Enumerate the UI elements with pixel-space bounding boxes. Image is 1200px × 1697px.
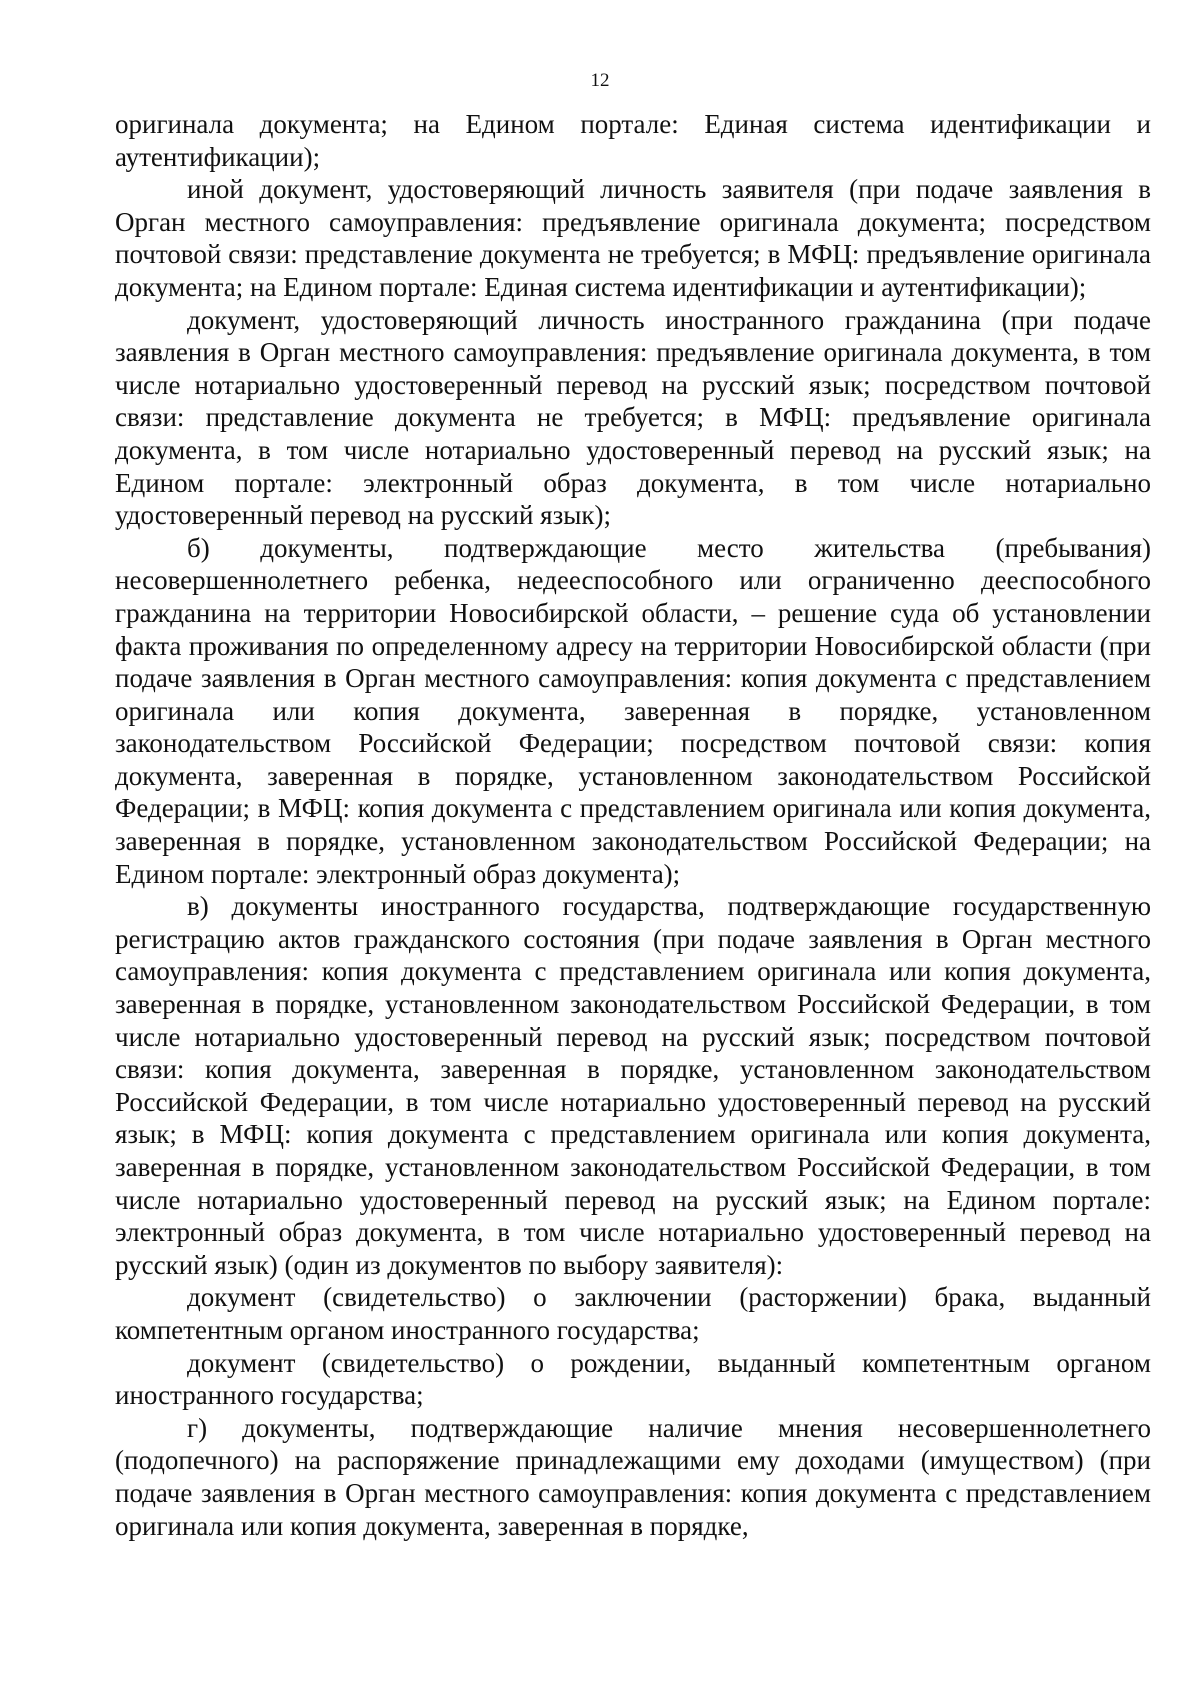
paragraph-birth-certificate: документ (свидетельство) о рождении, выданный компетентным органом иностранного государства; xyxy=(115,1347,1151,1411)
paragraph-marriage-certificate: документ (свидетельство) о заключении (расторжении) брака, выданный компетентным органом иностранного государства; xyxy=(115,1282,1151,1345)
paragraph-item-b-residence-documents: б) документы, подтверждающие место жительства (пребывания) несовершеннолетнего ребенка, недееспособного или ограниченно дееспособного гражданина на территории Новосибирской области, – решение суда об установлении факта проживания по определенному адресу на территории Новосибирской области (при подаче заявления в Орган местного самоуправления: копия документа с представлением оригинала или копия документа, заверенная в порядке, установленном законодательством Российской Федерации; посредством почтовой связи: копия документа, заверенная в порядке, установленном законодательством Российской Федерации; в МФЦ: копия документа с представлением оригинала или копия документа, заверенная в порядке, установленном законодательством Российской Федерации; на Едином портале: электронный образ документа); xyxy=(115,532,1151,889)
page-number: 12 xyxy=(590,70,610,91)
paragraph-continuation: оригинала документа; на Едином портале: Единая система идентификации и аутентификации); xyxy=(115,109,1151,172)
paragraph-item-v-foreign-civil-status-documents: в) документы иностранного государства, подтверждающие государственную регистрацию актов гражданского состояния (при подаче заявления в Орган местного самоуправления: копия документа с представлением оригинала или копия документа, заверенная в порядке, установленном законодательством Российской Федерации, в том числе нотариально удостоверенный перевод на русский язык; посредством почтовой связи: копия документа, заверенная в порядке, установленном законодательством Российской Федерации, в том числе нотариально удостоверенный перевод на русский язык; в МФЦ: копия документа с представлением оригинала или копия документа, заверенная в порядке, установленном законодательством Российской Федерации, в том числе нотариально удостоверенный перевод на русский язык; на Едином портале: электронный образ документа, в том числе нотариально удостоверенный перевод на русский язык) (один из документов по выбору заявителя): xyxy=(115,891,1151,1280)
document-body xyxy=(115,108,1151,1542)
paragraph-other-identity-document: иной документ, удостоверяющий личность заявителя (при подаче заявления в Орган местного самоуправления: предъявление оригинала документа; посредством почтовой связи: представление документа не требуется; в МФЦ: предъявление оригинала документа; на Едином портале: Единая система идентификации и аутентификации); xyxy=(115,174,1151,302)
paragraph-foreign-citizen-identity-document: документ, удостоверяющий личность иностранного гражданина (при подаче заявления в Орган местного самоуправления: предъявление оригинала документа, в том числе нотариально удостоверенный перевод на русский язык; посредством почтовой связи: представление документа не требуется; в МФЦ: предъявление оригинала документа, в том числе нотариально удостоверенный перевод на русский язык; на Едином портале: электронный образ документа, в том числе нотариально удостоверенный перевод на русский язык); xyxy=(115,304,1151,531)
paragraph-item-g-minor-opinion-documents: г) документы, подтверждающие наличие мнения несовершеннолетнего (подопечного) на распоряжение принадлежащими ему доходами (имуществом) (при подаче заявления в Орган местного самоуправления: копия документа с представлением оригинала или копия документа, заверенная в порядке, xyxy=(115,1412,1151,1541)
